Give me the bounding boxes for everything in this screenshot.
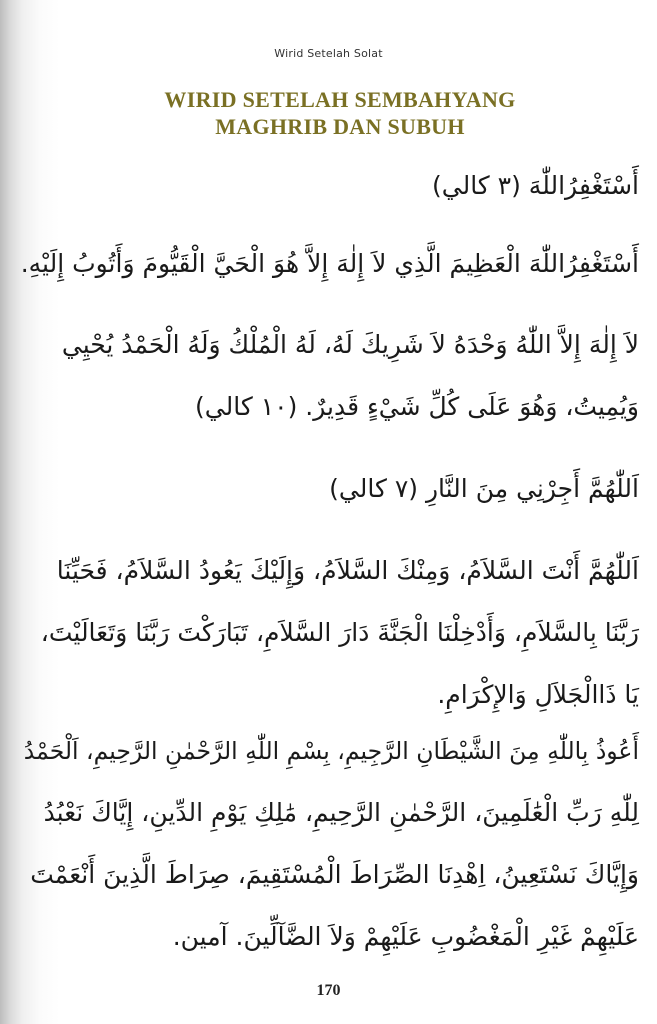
passage-al-fatihah [24,720,639,968]
arabic-line: أَعُوذُ بِاللّٰهِ مِنَ الشَّيْطَانِ الرَّجِيمِ، بِسْمِ اللّٰهِ الرَّحْمٰنِ الرَّحِيمِ، اَلْحَمْدُ [23,737,639,765]
arabic-line: اَللّٰهُمَّ أَنْتَ السَّلاَمُ، وَمِنْكَ السَّلاَمُ، وَإِلَيْكَ يَعُودُ السَّلاَمُ، فَحَيِّنَا [56,556,639,585]
arabic-line: وَإِيَّاكَ نَسْتَعِينُ، اِهْدِنَا الصِّرَاطَ الْمُسْتَقِيمَ، صِرَاطَ الَّذِينَ أَنْعَمْتَ [30,860,639,889]
passage-istighfar-long [21,233,639,295]
arabic-line: عَلَيْهِمْ غَيْرِ الْمَغْضُوبِ عَلَيْهِمْ وَلاَ الضَّآلِّينَ. آمين. [172,922,639,951]
arabic-line: يَا ذَاالْجَلاَلِ وَالإِكْرَامِ. [437,680,639,709]
arabic-line: وَيُمِيتُ، وَهُوَ عَلَى كُلِّ شَيْءٍ قَدِيرٌ. (١٠ كالي) [195,392,639,421]
section-title-line-1: WIRID SETELAH SEMBAHYANG [164,87,516,112]
page-number: 170 [316,982,341,999]
passage-antas-salam [41,540,639,726]
section-title-line-2: MAGHRIB DAN SUBUH [215,114,465,139]
running-header: Wirid Setelah Solat [274,47,383,60]
section-title [60,86,620,140]
passage-ajirni [329,458,639,520]
passage-tahlil [62,314,639,438]
arabic-line: رَبَّنَا بِالسَّلاَمِ، وَأَدْخِلْنَا الْجَنَّةَ دَارَ السَّلاَمِ، تَبَارَكْتَ رَبَّنَا وَتَعَالَيْتَ، [40,618,639,647]
arabic-line: أَسْتَغْفِرُاللّٰهَ الْعَظِيمَ الَّذِي لاَ إِلٰهَ إِلاَّ هُوَ الْحَيَّ الْقَيُّومَ وَأَتُوبُ إِلَيْهِ. [20,249,639,278]
arabic-line: أَسْتَغْفِرُاللّٰهَ (٣ كالي) [431,171,639,200]
arabic-line: لاَ إِلٰهَ إِلاَّ اللّٰهُ وَحْدَهُ لاَ شَرِيكَ لَهُ، لَهُ الْمُلْكُ وَلَهُ الْحَمْدُ يُحْيِي [61,330,639,359]
passage-istighfar-short [432,155,639,217]
arabic-line: اَللّٰهُمَّ أَجِرْنِي مِنَ النَّارِ (٧ كالي) [329,474,639,503]
arabic-line: لِلّٰهِ رَبِّ الْعَٰلَمِينَ، الرَّحْمٰنِ الرَّحِيمِ، مَٰلِكِ يَوْمِ الدِّينِ، إِيَّاكَ نَعْبُدُ [43,798,639,827]
